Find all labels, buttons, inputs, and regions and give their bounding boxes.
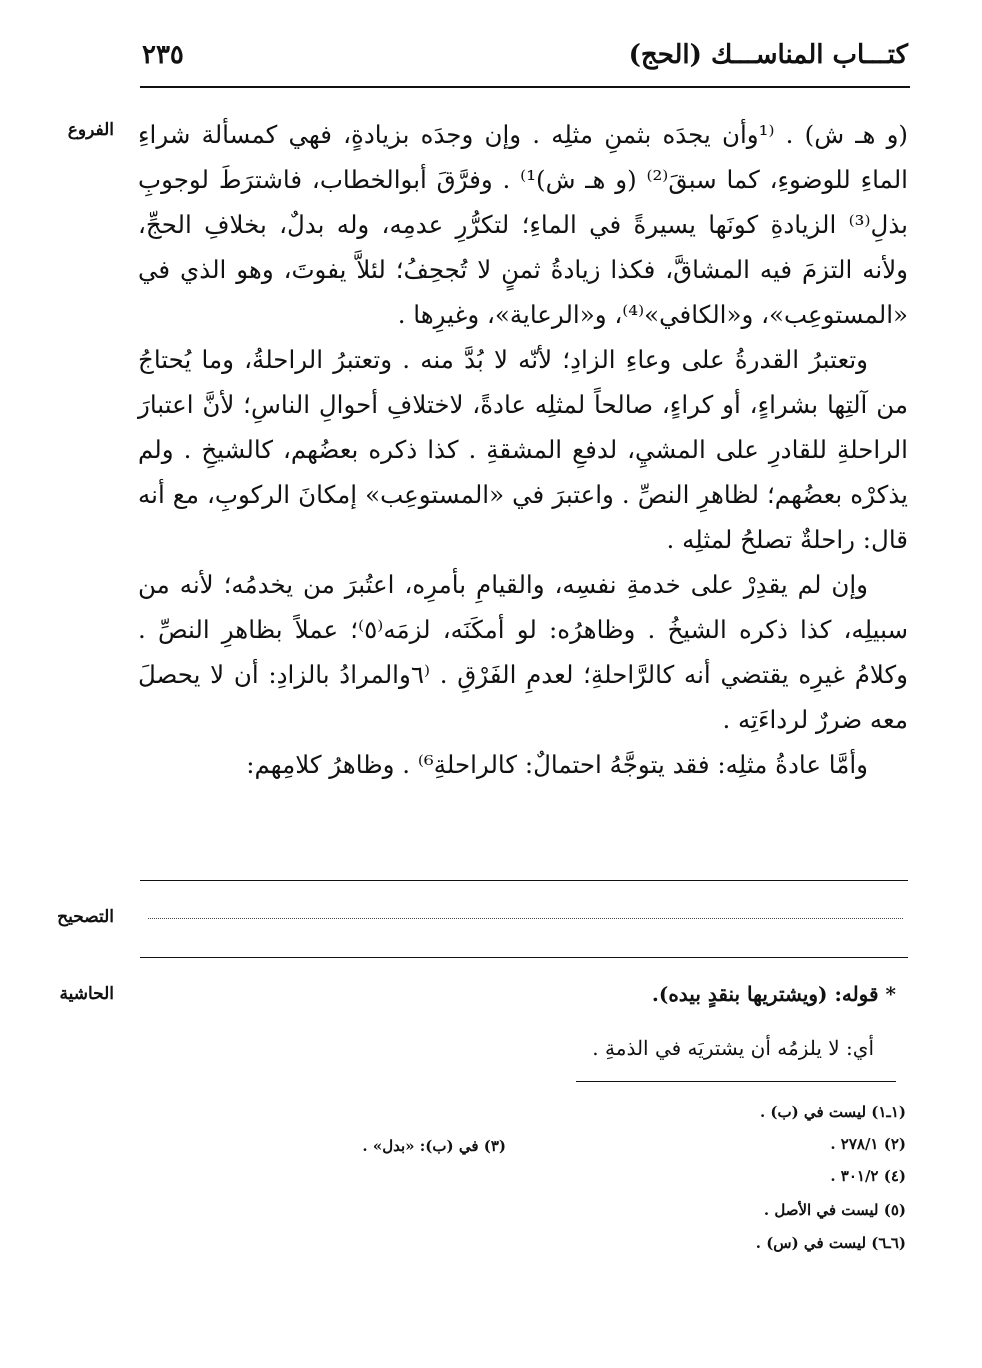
page-number: ٢٣٥ bbox=[142, 40, 184, 70]
page-header bbox=[140, 36, 910, 88]
footnote-1: (١ـ١) ليست في (ب) . bbox=[759, 1103, 906, 1121]
tashih-dotted-line bbox=[148, 918, 903, 919]
footnote-2: (٢) ٢٧٨/١ . bbox=[830, 1135, 906, 1153]
paragraph-3: وإن لم يقدِرْ على خدمةِ نفسِه، والقيامِ بأمرِه، اعتُبرَ من يخدمُه؛ لأنه من سبيلِه، كذا ذكره الشيخُ . وظاهرُه: لو أمكَنَه، لزمَه⁽٥⁾؛ عملاً بظاهرِ النصِّ . وكلامُ غيرِه يقتضي أنه كالرَّاحلةِ؛ لعدمِ الفَرْقِ . ⁽٦والمرادُ بالزادِ: أن لا يحصلَ معه ضررٌ لرداءَتِه . bbox=[138, 570, 908, 734]
running-title: كتـــاب المناســـك (الحج) bbox=[628, 40, 908, 70]
side-label-furu: الفروع bbox=[67, 120, 114, 140]
footnote-5: (٥) ليست في الأصل . bbox=[763, 1201, 906, 1219]
main-text bbox=[138, 112, 908, 787]
footnote-separator bbox=[576, 1081, 896, 1082]
paragraph-1: (و هـ ش) . ⁽¹وأن يجدَه بثمنِ مثلِه . وإن وجدَه بزيادةٍ، فهي كمسألة شراءِ الماءِ للوضوءِ، كما سبقَ⁽²⁾ (و هـ ش)¹⁾ . وفرَّقَ أبوالخطاب، فاشترَطَ لوجوبِ بذلِ⁽³⁾ الزيادةِ كونَها يسيرةً في الماءِ؛ لتكرُّرِ عدمِه، وله بدلٌ، بخلافِ الحجِّ، ولأنه التزمَ فيه المشاقَّ، فكذا زيادةُ ثمنٍ لا تُجحِفُ؛ لئلاَّ يفوتَ، وهو الذي في «المستوعِب»، و«الكافي»⁽⁴⁾، و«الرعاية»، وغيرِها . bbox=[138, 120, 908, 329]
paragraph-2: وتعتبرُ القدرةُ على وعاءِ الزادِ؛ لأنّه لا بُدَّ منه . وتعتبرُ الراحلةُ، وما يُحتاجُ من آلتِها بشراءٍ، أو كراءٍ، صالحاً لمثلِه عادةً، لاختلافِ أحوالِ الناسِ؛ لأنَّ اعتبارَ الراحلةِ للقادرِ على المشيِ، لدفعِ المشقةِ . كذا ذكره بعضُهم، كالشيخِ . ولم يذكرْه بعضُهم؛ لظاهرِ النصِّ . واعتبرَ في «المستوعِب» إمكانَ الركوبِ، مع أنه قال: راحلةٌ تصلحُ لمثلِه . bbox=[138, 345, 908, 554]
tashih-divider bbox=[140, 957, 908, 958]
footnote-6: (٦ـ٦) ليست في (س) . bbox=[755, 1234, 906, 1252]
hashiya-text: أي: لا يلزمُه أن يشتريَه في الذمةِ . bbox=[592, 1036, 874, 1060]
side-label-tashih: التصحيح bbox=[57, 907, 114, 927]
footnote-3: (٣) في (ب): «بدل» . bbox=[362, 1137, 506, 1155]
paragraph-4: وأمَّا عادةُ مثلِه: فقد يتوجَّهُ احتمالٌ: كالراحلةِ⁶⁾ . وظاهرُ كلامِهم: bbox=[246, 750, 868, 779]
main-text-divider bbox=[140, 880, 908, 881]
side-label-hashiya: الحاشية bbox=[59, 984, 114, 1004]
hashiya-heading: * قوله: (ويشتريها بنقدٍ بيده). bbox=[651, 982, 896, 1006]
footnote-4: (٤) ٣٠١/٢ . bbox=[830, 1167, 906, 1185]
